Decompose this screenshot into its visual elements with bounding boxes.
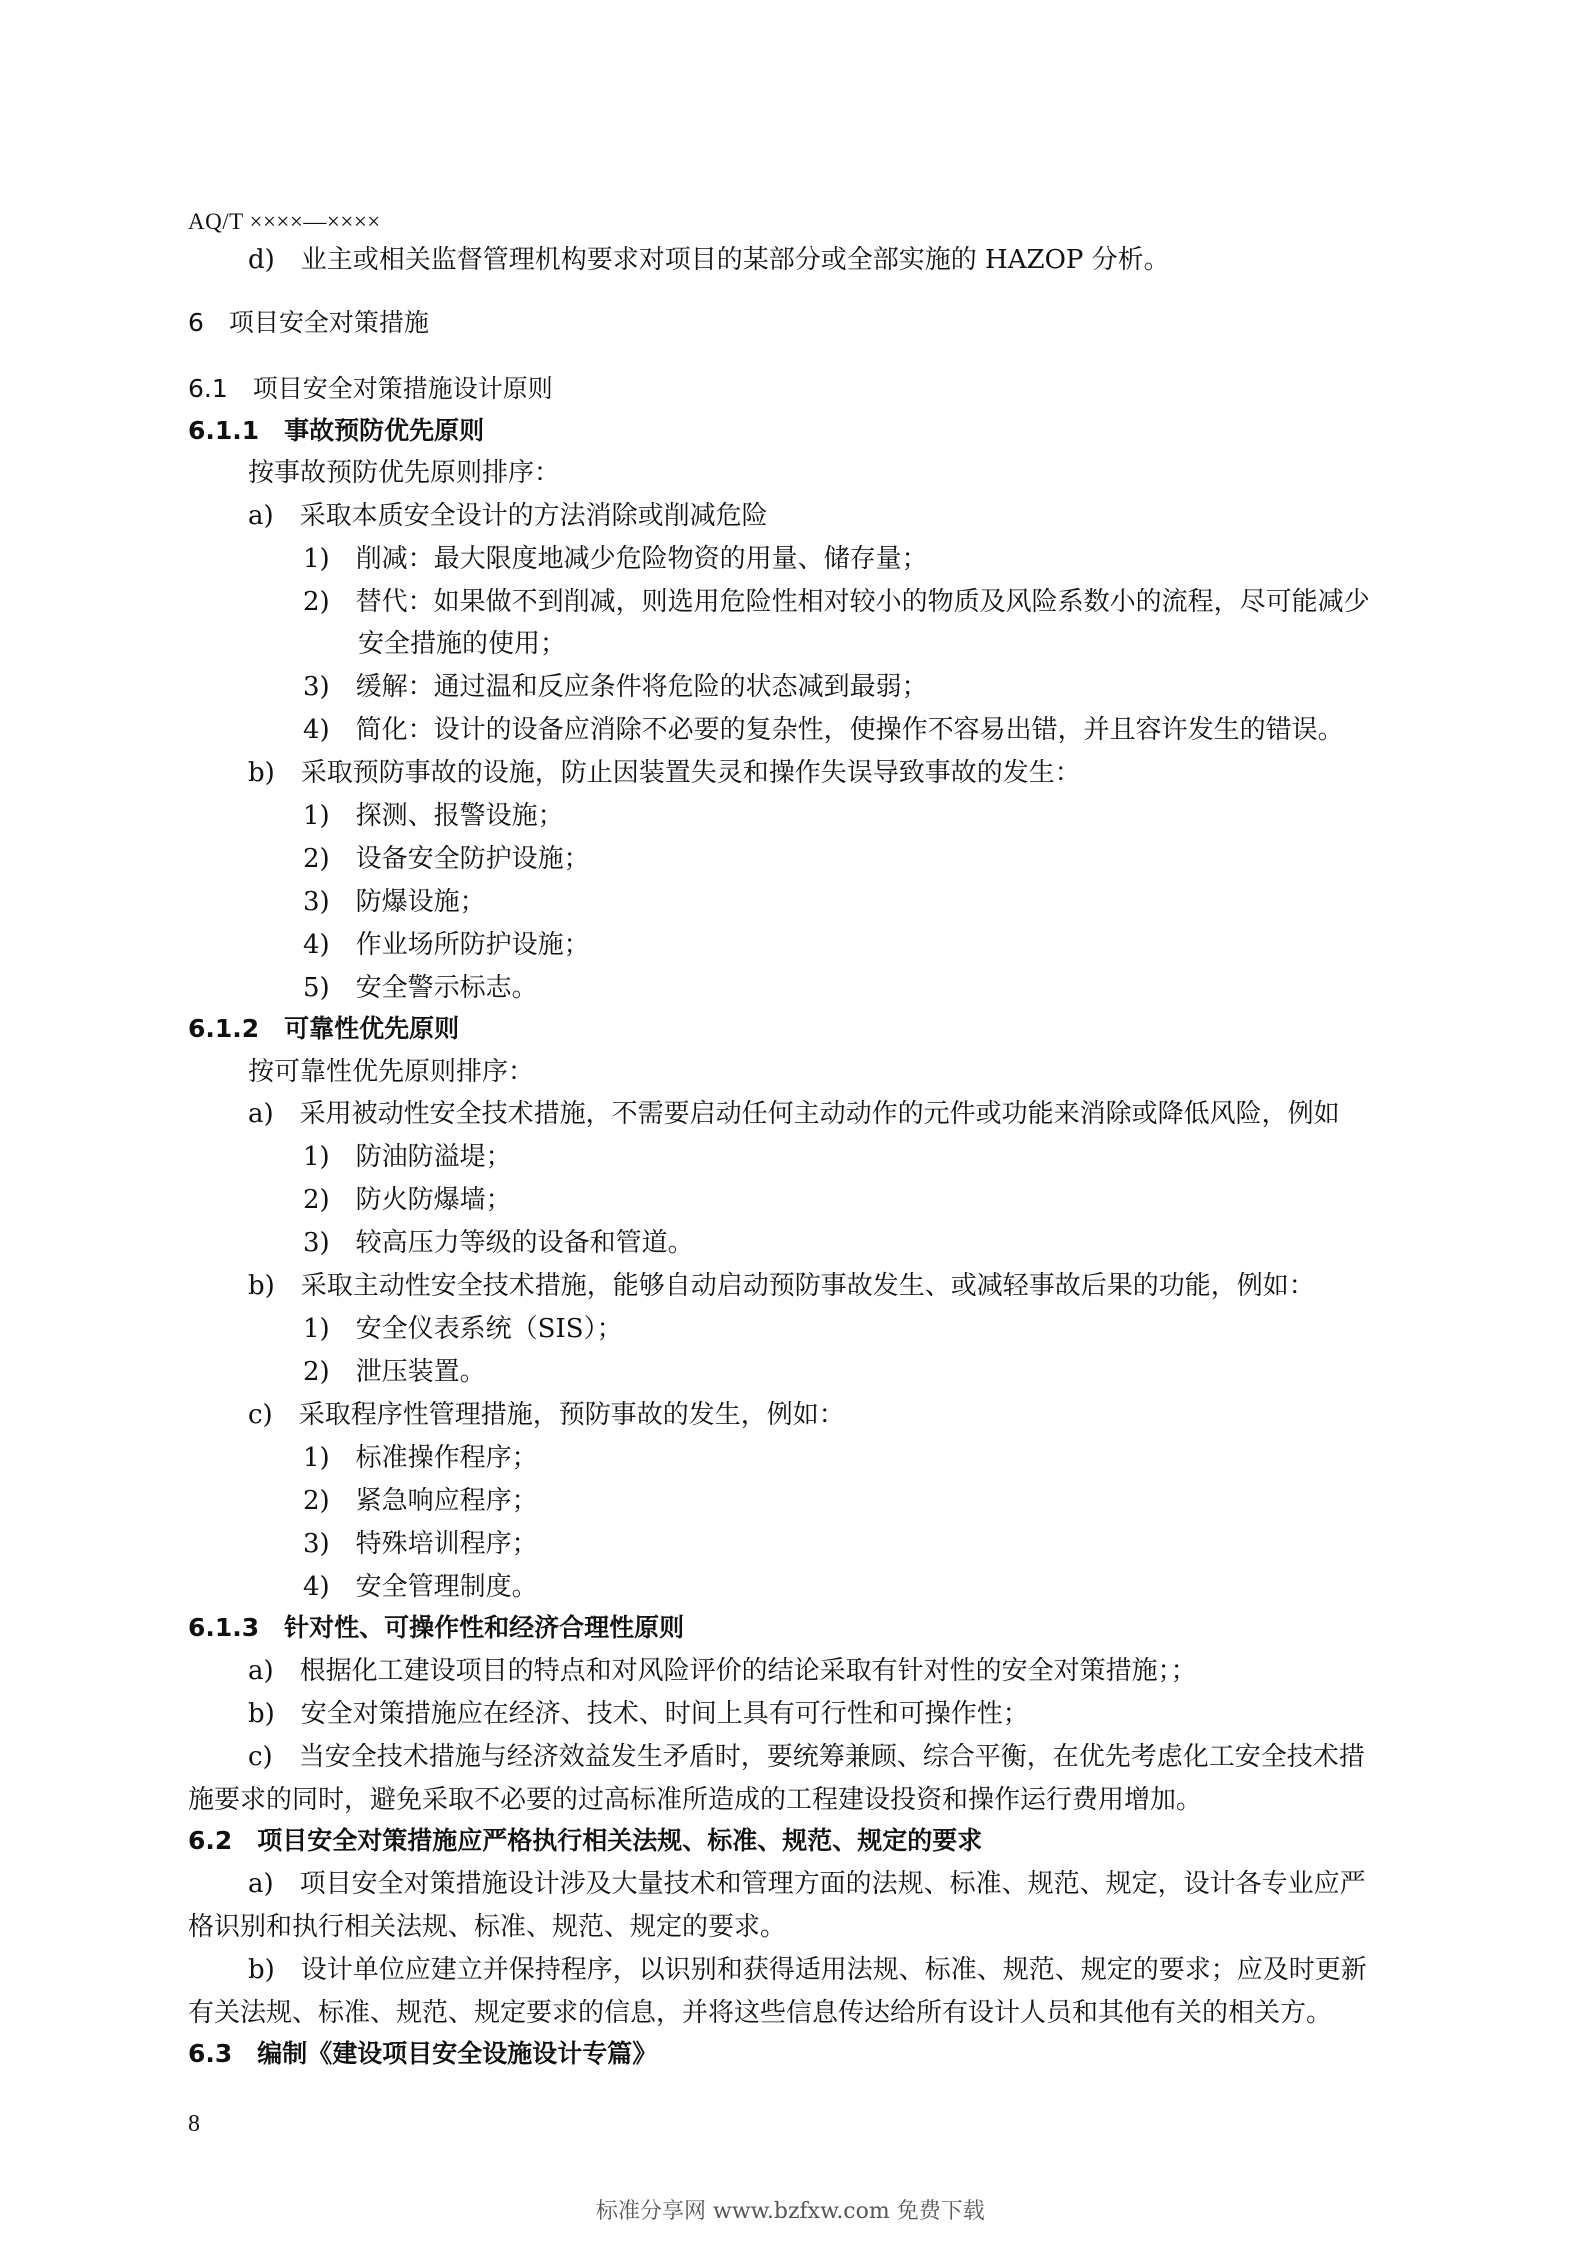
sub-list-item: 1) 标准操作程序； <box>303 1443 538 1473</box>
section-heading-6-1-1: 6.1.1 事故预防优先原则 <box>188 416 485 445</box>
section-heading-6-1-2: 6.1.2 可靠性优先原则 <box>188 1014 460 1043</box>
sub-list-item: 3) 防爆设施； <box>303 887 486 917</box>
sub-list-item: 2) 泄压装置。 <box>303 1357 486 1387</box>
sub-list-item: 2) 防火防爆墙； <box>303 1185 512 1215</box>
list-item-continued: 有关法规、标准、规范、规定要求的信息，并将这些信息传达给所有设计人员和其他有关的相关方。 <box>188 1998 1333 2028</box>
section-heading-6: 6 项目安全对策措施 <box>188 308 429 337</box>
list-item-continued: 施要求的同时，避免采取不必要的过高标准所造成的工程建设投资和操作运行费用增加。 <box>188 1785 1203 1815</box>
sub-list-item: 1) 探测、报警设施； <box>303 801 564 831</box>
sub-list-item: 1) 安全仪表系统（SIS）； <box>303 1314 623 1344</box>
footer-watermark: 标准分享网 www.bzfxw.com 免费下载 <box>596 2199 985 2224</box>
sub-list-item: 1) 防油防溢堤； <box>303 1142 512 1172</box>
sub-list-item: 3) 特殊培训程序； <box>303 1529 538 1559</box>
standard-code: AQ/T ××××—×××× <box>188 209 381 234</box>
list-item: a) 根据化工建设项目的特点和对风险评价的结论采取有针对性的安全对策措施；； <box>248 1656 1197 1686</box>
list-item: a) 采用被动性安全技术措施，不需要启动任何主动动作的元件或功能来消除或降低风险，例如 <box>248 1099 1340 1129</box>
list-item: a) 项目安全对策措施设计涉及大量技术和管理方面的法规、标准、规范、规定，设计各专业应严 <box>248 1869 1366 1899</box>
section-heading-6-2: 6.2 项目安全对策措施应严格执行相关法规、标准、规范、规定的要求 <box>188 1826 983 1855</box>
sub-list-item: 1) 削减：最大限度地减少危险物资的用量、储存量； <box>303 544 928 574</box>
list-item: b) 安全对策措施应在经济、技术、时间上具有可行性和可操作性； <box>248 1699 1029 1729</box>
sub-list-item: 3) 较高压力等级的设备和管道。 <box>303 1228 694 1258</box>
list-item: b) 采取主动性安全技术措施，能够自动启动预防事故发生、或减轻事故后果的功能，例如： <box>248 1271 1315 1301</box>
sub-list-item: 2) 设备安全防护设施； <box>303 844 590 874</box>
list-item: c) 采取程序性管理措施，预防事故的发生，例如： <box>248 1400 845 1430</box>
sub-list-item: 4) 简化：设计的设备应消除不必要的复杂性，使操作不容易出错，并且容许发生的错误。 <box>303 715 1344 745</box>
sub-list-item: 2) 紧急响应程序； <box>303 1486 538 1516</box>
sub-list-item: 4) 作业场所防护设施； <box>303 930 590 960</box>
paragraph: 按事故预防优先原则排序： <box>248 458 561 488</box>
list-item: b) 采取预防事故的设施，防止因装置失灵和操作失误导致事故的发生： <box>248 758 1081 788</box>
list-item-continued: 格识别和执行相关法规、标准、规范、规定的要求。 <box>188 1912 787 1942</box>
sub-list-item: 4) 安全管理制度。 <box>303 1572 538 1602</box>
section-heading-6-3: 6.3 编制《建设项目安全设施设计专篇》 <box>188 2039 658 2068</box>
paragraph: 按可靠性优先原则排序： <box>248 1057 535 1087</box>
list-item: d) 业主或相关监督管理机构要求对项目的某部分或全部实施的 HAZOP 分析。 <box>248 245 1170 275</box>
list-item: c) 当安全技术措施与经济效益发生矛盾时，要统筹兼顾、综合平衡，在优先考虑化工安全技术措 <box>248 1742 1365 1772</box>
page-number: 8 <box>188 2111 200 2137</box>
section-heading-6-1: 6.1 项目安全对策措施设计原则 <box>188 374 553 403</box>
sub-list-item: 5) 安全警示标志。 <box>303 973 538 1003</box>
sub-list-item: 3) 缓解：通过温和反应条件将危险的状态减到最弱； <box>303 672 928 702</box>
sub-list-item: 2) 替代：如果做不到削减，则选用危险性相对较小的物质及风险系数小的流程，尽可能减少 <box>303 587 1370 617</box>
sub-list-item-continued: 安全措施的使用； <box>358 629 567 659</box>
list-item: b) 设计单位应建立并保持程序，以识别和获得适用法规、标准、规范、规定的要求；应及时更新 <box>248 1955 1367 1985</box>
section-heading-6-1-3: 6.1.3 针对性、可操作性和经济合理性原则 <box>188 1613 685 1642</box>
list-item: a) 采取本质安全设计的方法消除或削减危险 <box>248 501 768 531</box>
